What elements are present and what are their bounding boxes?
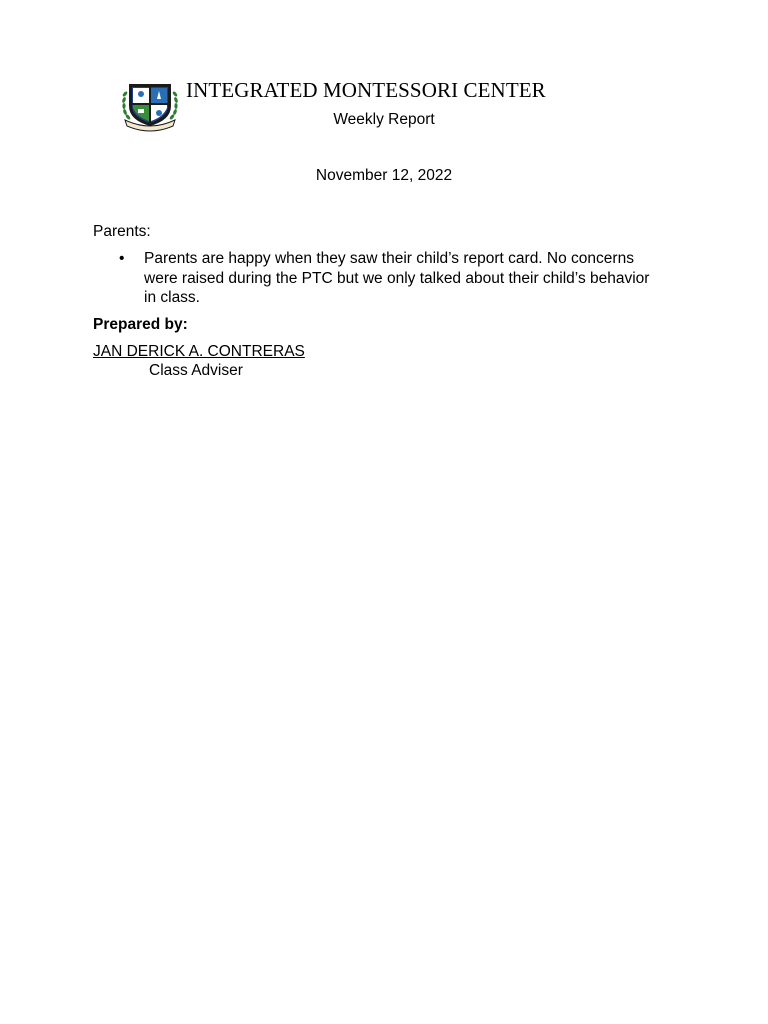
bullet-icon: • — [119, 250, 125, 267]
section-heading-parents: Parents: — [93, 223, 151, 240]
report-date: November 12, 2022 — [315, 167, 453, 184]
parents-bullet-list — [93, 249, 653, 308]
list-item — [93, 249, 653, 308]
prepared-by-label: Prepared by: — [93, 316, 188, 333]
signatory-name: JAN DERICK A. CONTRERAS — [93, 343, 305, 360]
signatory-role: Class Adviser — [149, 362, 243, 379]
school-name: INTEGRATED MONTESSORI CENTER — [186, 78, 546, 102]
bullet-text: Parents are happy when they saw their child’s report card. No concerns were raised during the PTC but we only talked about their child’s behavior in class. — [144, 250, 650, 306]
report-title: Weekly Report — [333, 111, 435, 128]
